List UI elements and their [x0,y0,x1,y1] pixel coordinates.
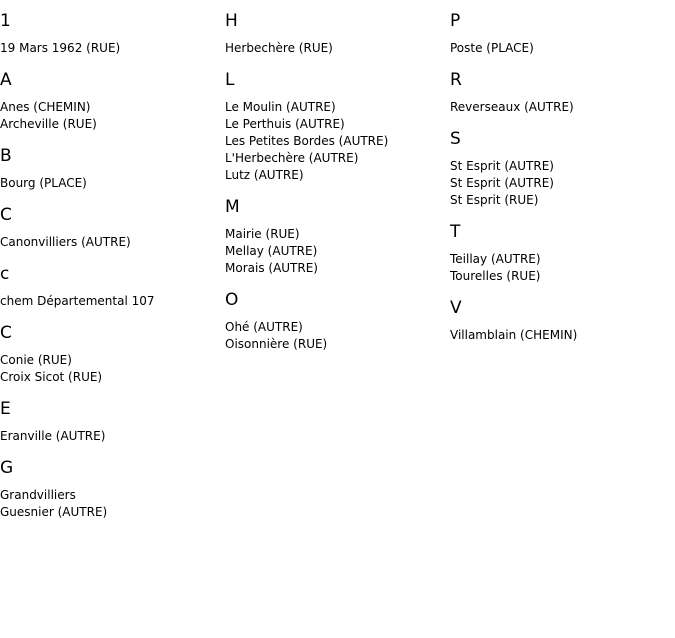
street-link[interactable]: Villamblain (CHEMIN) [450,328,578,342]
street-link[interactable]: Herbechère (RUE) [225,41,333,55]
letter-group [450,297,665,344]
street-list [450,327,665,344]
street-link[interactable]: Guesnier (AUTRE) [0,505,108,519]
street-link[interactable]: Les Petites Bordes (AUTRE) [225,134,389,148]
letter-heading: O [225,290,239,310]
letter-heading: A [0,70,12,90]
street-list [225,99,440,184]
street-link[interactable]: Bourg (PLACE) [0,176,87,190]
street-list [0,234,215,251]
street-link[interactable]: Grandvilliers [0,488,76,502]
street-link[interactable]: St Esprit (AUTRE) [450,176,554,190]
street-link[interactable]: Mellay (AUTRE) [225,244,318,258]
letter-group [0,398,215,445]
letter-heading: S [450,129,461,149]
letter-group [225,196,440,277]
index-column [0,10,215,533]
street-list [450,99,665,116]
street-list [450,251,665,285]
letter-heading: M [225,197,240,217]
letter-heading: P [450,11,461,31]
street-link[interactable]: Lutz (AUTRE) [225,168,304,182]
letter-heading: V [450,298,462,318]
letter-group [225,289,440,353]
letter-heading: C [0,205,12,225]
letter-heading: G [0,458,14,478]
street-list [0,487,215,521]
letter-group [450,221,665,285]
letter-heading: H [225,11,238,31]
street-list [225,226,440,277]
letter-heading: T [450,222,461,242]
letter-group [0,263,215,310]
letter-heading: B [0,146,12,166]
street-link[interactable]: Eranville (AUTRE) [0,429,106,443]
letter-group [450,69,665,116]
street-list [225,40,440,57]
street-link[interactable]: Teillay (AUTRE) [450,252,541,266]
street-link[interactable]: Mairie (RUE) [225,227,300,241]
street-link[interactable]: Conie (RUE) [0,353,72,367]
street-link[interactable]: Reverseaux (AUTRE) [450,100,574,114]
street-link[interactable]: Le Perthuis (AUTRE) [225,117,345,131]
street-link[interactable]: Croix Sicot (RUE) [0,370,103,384]
street-link[interactable]: L'Herbechère (AUTRE) [225,151,359,165]
street-list [0,40,215,57]
letter-group [0,457,215,521]
street-list [0,293,215,310]
street-link[interactable]: Le Moulin (AUTRE) [225,100,336,114]
street-list [0,428,215,445]
street-list [0,99,215,133]
street-list [225,319,440,353]
letter-group [450,10,665,57]
street-link[interactable]: St Esprit (AUTRE) [450,159,554,173]
street-link[interactable]: St Esprit (RUE) [450,193,539,207]
letter-heading: L [225,70,235,90]
index-column [450,10,665,356]
street-list [0,352,215,386]
street-list [450,158,665,209]
street-link[interactable]: Oisonnière (RUE) [225,337,328,351]
letter-heading: c [0,264,10,284]
letter-group [0,10,215,57]
letter-heading: 1 [0,11,11,31]
street-link[interactable]: Ohé (AUTRE) [225,320,303,334]
street-list [450,40,665,57]
street-link[interactable]: Canonvilliers (AUTRE) [0,235,131,249]
street-link[interactable]: 19 Mars 1962 (RUE) [0,41,121,55]
letter-heading: E [0,399,11,419]
street-link[interactable]: Archeville (RUE) [0,117,97,131]
letter-group [0,322,215,386]
street-list [0,175,215,192]
letter-group [0,69,215,133]
street-link[interactable]: Morais (AUTRE) [225,261,318,275]
street-link[interactable]: Anes (CHEMIN) [0,100,91,114]
index-column [225,10,440,365]
street-link[interactable]: chem Départemental 107 [0,294,155,308]
letter-group [225,10,440,57]
letter-group [225,69,440,184]
letter-heading: C [0,323,12,343]
letter-group [0,145,215,192]
letter-heading: R [450,70,462,90]
street-link[interactable]: Tourelles (RUE) [450,269,541,283]
letter-group [0,204,215,251]
letter-group [450,128,665,209]
street-link[interactable]: Poste (PLACE) [450,41,534,55]
